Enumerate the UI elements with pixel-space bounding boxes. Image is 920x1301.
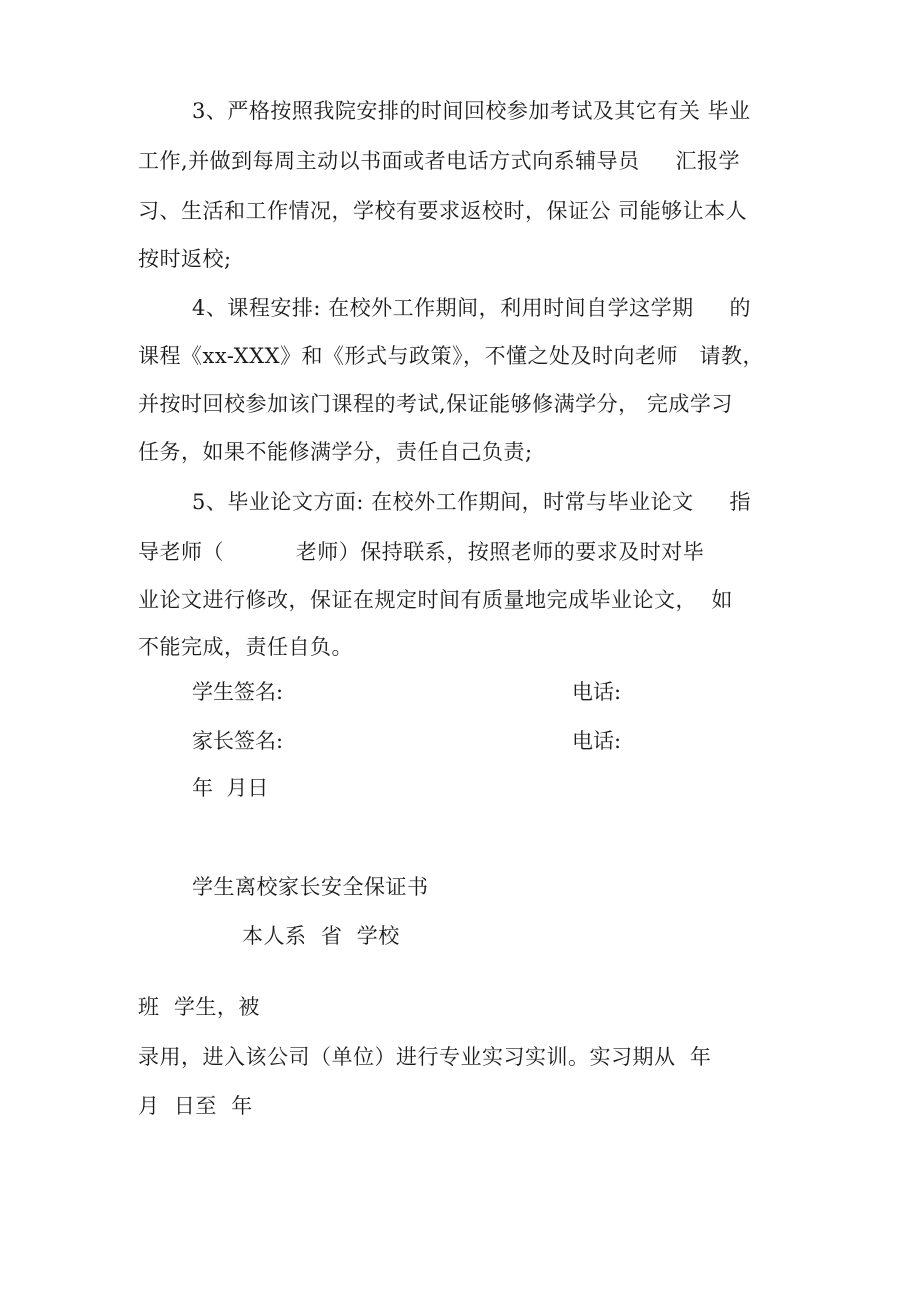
parent-phone-label: 电话:	[572, 729, 622, 753]
section4-line2: 课程《xx-XXX》和《形式与政策》，不懂之处及时向老师 请教，	[138, 344, 765, 368]
section4-line4: 任务，如果不能修满学分，责任自己负责;	[138, 440, 533, 464]
student-phone-label: 电话:	[572, 680, 622, 704]
section3-line4: 按时返校;	[138, 247, 232, 271]
second-doc-line1: 本人系 省 学校	[242, 924, 400, 948]
section5-line2: 导老师（ 老师）保持联系，按照老师的要求及时对毕	[138, 540, 705, 564]
second-doc-line4: 月 日至 年	[138, 1094, 253, 1118]
section5-line1: 5、毕业论文方面: 在校外工作期间，时常与毕业论文 指	[192, 490, 751, 514]
section4-line3: 并按时回校参加该门课程的考试,保证能够修满学分， 完成学习	[138, 392, 733, 416]
second-doc-line3: 录用，进入该公司（单位）进行专业实习实训。实习期从 年	[138, 1045, 712, 1069]
page-title: 学生离校家长安全保证书	[192, 875, 429, 899]
second-doc-line2: 班 学生，被	[138, 995, 260, 1019]
section5-line3: 业论文进行修改，保证在规定时间有质量地完成毕业论文， 如	[138, 588, 733, 612]
parent-signature-label: 家长签名:	[192, 729, 284, 753]
date-line: 年 月日	[192, 776, 269, 800]
section3-line2: 工作,并做到每周主动以书面或者电话方式向系辅导员 汇报学	[138, 149, 741, 173]
section4-line1: 4、课程安排: 在校外工作期间，利用时间自学这学期 的	[192, 296, 751, 320]
section5-line4: 不能完成，责任自负。	[138, 635, 353, 659]
section3-line1: 3、严格按照我院安排的时间回校参加考试及其它有关 毕业	[192, 99, 751, 123]
student-signature-label: 学生签名:	[192, 680, 284, 704]
section3-line3: 习、生活和工作情况，学校有要求返校时，保证公 司能够让本人	[138, 199, 748, 223]
